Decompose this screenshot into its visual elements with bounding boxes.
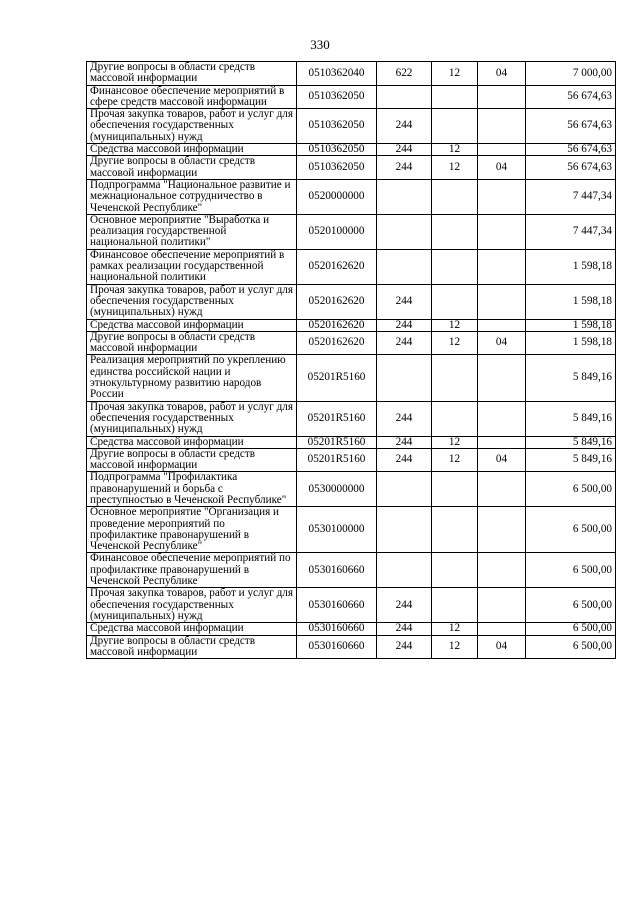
expense-type-cell: 244 bbox=[377, 331, 432, 355]
table-row bbox=[87, 448, 616, 472]
amount-cell: 56 674,63 bbox=[526, 85, 616, 109]
item-name-cell: Основное мероприятие "Организация и проведение мероприятий по профилактике правонарушений в Чеченской Республике" bbox=[87, 507, 297, 553]
section-cell: 12 bbox=[432, 623, 478, 635]
target-article-code-cell: 05201R5160 bbox=[297, 355, 377, 401]
table-row bbox=[87, 214, 616, 249]
expense-type-cell: 244 bbox=[377, 401, 432, 436]
amount-cell: 1 598,18 bbox=[526, 284, 616, 319]
budget-table-body bbox=[87, 62, 616, 659]
amount-cell: 1 598,18 bbox=[526, 249, 616, 284]
section-cell bbox=[432, 355, 478, 401]
table-row bbox=[87, 355, 616, 401]
target-article-code-cell: 05201R5160 bbox=[297, 448, 377, 472]
item-name-cell: Подпрограмма "Национальное развитие и межнациональное сотрудничество в Чеченской Республике" bbox=[87, 179, 297, 214]
subsection-cell bbox=[478, 85, 526, 109]
target-article-code-cell: 0520162620 bbox=[297, 284, 377, 319]
section-cell bbox=[432, 214, 478, 249]
subsection-cell bbox=[478, 472, 526, 507]
expense-type-cell: 244 bbox=[377, 144, 432, 156]
subsection-cell bbox=[478, 553, 526, 588]
item-name-cell: Финансовое обеспечение мероприятий в сфере средств массовой информации bbox=[87, 85, 297, 109]
section-cell: 12 bbox=[432, 156, 478, 180]
item-name-cell: Реализация мероприятий по укреплению единства российской нации и этнокультурному развитию народов России bbox=[87, 355, 297, 401]
expense-type-cell bbox=[377, 355, 432, 401]
item-name-cell: Другие вопросы в области средств массовой информации bbox=[87, 635, 297, 659]
target-article-code-cell: 0510362050 bbox=[297, 109, 377, 144]
section-cell: 12 bbox=[432, 62, 478, 86]
expense-type-cell: 244 bbox=[377, 623, 432, 635]
expense-type-cell bbox=[377, 179, 432, 214]
subsection-cell bbox=[478, 249, 526, 284]
section-cell: 12 bbox=[432, 331, 478, 355]
table-row bbox=[87, 401, 616, 436]
budget-table bbox=[86, 61, 616, 659]
target-article-code-cell: 0520000000 bbox=[297, 179, 377, 214]
amount-cell: 6 500,00 bbox=[526, 623, 616, 635]
subsection-cell bbox=[478, 436, 526, 448]
amount-cell: 7 000,00 bbox=[526, 62, 616, 86]
amount-cell: 56 674,63 bbox=[526, 156, 616, 180]
section-cell bbox=[432, 284, 478, 319]
subsection-cell: 04 bbox=[478, 448, 526, 472]
item-name-cell: Средства массовой информации bbox=[87, 436, 297, 448]
table-row bbox=[87, 553, 616, 588]
section-cell bbox=[432, 85, 478, 109]
table-row bbox=[87, 319, 616, 331]
amount-cell: 6 500,00 bbox=[526, 507, 616, 553]
item-name-cell: Прочая закупка товаров, работ и услуг для обеспечения государственных (муниципальных) нужд bbox=[87, 109, 297, 144]
subsection-cell bbox=[478, 284, 526, 319]
amount-cell: 6 500,00 bbox=[526, 472, 616, 507]
subsection-cell bbox=[478, 179, 526, 214]
table-row bbox=[87, 436, 616, 448]
target-article-code-cell: 0520162620 bbox=[297, 319, 377, 331]
section-cell: 12 bbox=[432, 319, 478, 331]
subsection-cell: 04 bbox=[478, 331, 526, 355]
expense-type-cell: 244 bbox=[377, 284, 432, 319]
amount-cell: 56 674,63 bbox=[526, 144, 616, 156]
subsection-cell bbox=[478, 623, 526, 635]
target-article-code-cell: 0520162620 bbox=[297, 331, 377, 355]
item-name-cell: Прочая закупка товаров, работ и услуг для обеспечения государственных (муниципальных) нужд bbox=[87, 401, 297, 436]
target-article-code-cell: 0530160660 bbox=[297, 553, 377, 588]
target-article-code-cell: 0530160660 bbox=[297, 588, 377, 623]
target-article-code-cell: 0530160660 bbox=[297, 623, 377, 635]
item-name-cell: Основное мероприятие "Выработка и реализация государственной национальной политики" bbox=[87, 214, 297, 249]
table-row bbox=[87, 623, 616, 635]
expense-type-cell: 244 bbox=[377, 588, 432, 623]
item-name-cell: Другие вопросы в области средств массовой информации bbox=[87, 62, 297, 86]
table-row bbox=[87, 472, 616, 507]
subsection-cell bbox=[478, 109, 526, 144]
subsection-cell: 04 bbox=[478, 62, 526, 86]
amount-cell: 6 500,00 bbox=[526, 635, 616, 659]
subsection-cell bbox=[478, 319, 526, 331]
table-row bbox=[87, 144, 616, 156]
target-article-code-cell: 0530000000 bbox=[297, 472, 377, 507]
amount-cell: 6 500,00 bbox=[526, 553, 616, 588]
target-article-code-cell: 0510362040 bbox=[297, 62, 377, 86]
subsection-cell: 04 bbox=[478, 156, 526, 180]
item-name-cell: Финансовое обеспечение мероприятий по профилактике правонарушений в Чеченской Республике bbox=[87, 553, 297, 588]
target-article-code-cell: 0510362050 bbox=[297, 85, 377, 109]
table-row bbox=[87, 507, 616, 553]
table-row bbox=[87, 635, 616, 659]
item-name-cell: Прочая закупка товаров, работ и услуг для обеспечения государственных (муниципальных) нужд bbox=[87, 284, 297, 319]
target-article-code-cell: 05201R5160 bbox=[297, 401, 377, 436]
amount-cell: 5 849,16 bbox=[526, 401, 616, 436]
item-name-cell: Подпрограмма "Профилактика правонарушений и борьба с преступностью в Чеченской Республике" bbox=[87, 472, 297, 507]
amount-cell: 7 447,34 bbox=[526, 214, 616, 249]
table-row bbox=[87, 85, 616, 109]
expense-type-cell: 244 bbox=[377, 109, 432, 144]
section-cell: 12 bbox=[432, 448, 478, 472]
target-article-code-cell: 0530100000 bbox=[297, 507, 377, 553]
item-name-cell: Средства массовой информации bbox=[87, 319, 297, 331]
amount-cell: 1 598,18 bbox=[526, 331, 616, 355]
section-cell: 12 bbox=[432, 436, 478, 448]
expense-type-cell: 244 bbox=[377, 436, 432, 448]
item-name-cell: Другие вопросы в области средств массовой информации bbox=[87, 448, 297, 472]
section-cell bbox=[432, 472, 478, 507]
expense-type-cell bbox=[377, 553, 432, 588]
target-article-code-cell: 05201R5160 bbox=[297, 436, 377, 448]
target-article-code-cell: 0520162620 bbox=[297, 249, 377, 284]
expense-type-cell: 244 bbox=[377, 156, 432, 180]
amount-cell: 5 849,16 bbox=[526, 355, 616, 401]
subsection-cell: 04 bbox=[478, 635, 526, 659]
table-row bbox=[87, 284, 616, 319]
table-row bbox=[87, 179, 616, 214]
expense-type-cell bbox=[377, 507, 432, 553]
expense-type-cell bbox=[377, 472, 432, 507]
item-name-cell: Средства массовой информации bbox=[87, 623, 297, 635]
item-name-cell: Финансовое обеспечение мероприятий в рамках реализации государственной национальной политики bbox=[87, 249, 297, 284]
table-row bbox=[87, 109, 616, 144]
subsection-cell bbox=[478, 144, 526, 156]
item-name-cell: Средства массовой информации bbox=[87, 144, 297, 156]
subsection-cell bbox=[478, 355, 526, 401]
section-cell bbox=[432, 401, 478, 436]
subsection-cell bbox=[478, 507, 526, 553]
section-cell bbox=[432, 179, 478, 214]
amount-cell: 5 849,16 bbox=[526, 436, 616, 448]
amount-cell: 56 674,63 bbox=[526, 109, 616, 144]
table-row bbox=[87, 331, 616, 355]
section-cell bbox=[432, 249, 478, 284]
target-article-code-cell: 0510362050 bbox=[297, 156, 377, 180]
subsection-cell bbox=[478, 401, 526, 436]
amount-cell: 7 447,34 bbox=[526, 179, 616, 214]
section-cell: 12 bbox=[432, 635, 478, 659]
amount-cell: 6 500,00 bbox=[526, 588, 616, 623]
item-name-cell: Другие вопросы в области средств массовой информации bbox=[87, 331, 297, 355]
expense-type-cell bbox=[377, 214, 432, 249]
item-name-cell: Другие вопросы в области средств массовой информации bbox=[87, 156, 297, 180]
section-cell bbox=[432, 553, 478, 588]
expense-type-cell bbox=[377, 85, 432, 109]
section-cell bbox=[432, 507, 478, 553]
section-cell bbox=[432, 588, 478, 623]
table-row bbox=[87, 62, 616, 86]
amount-cell: 5 849,16 bbox=[526, 448, 616, 472]
target-article-code-cell: 0510362050 bbox=[297, 144, 377, 156]
subsection-cell bbox=[478, 588, 526, 623]
expense-type-cell bbox=[377, 249, 432, 284]
table-row bbox=[87, 156, 616, 180]
subsection-cell bbox=[478, 214, 526, 249]
expense-type-cell: 244 bbox=[377, 635, 432, 659]
table-row bbox=[87, 249, 616, 284]
section-cell: 12 bbox=[432, 144, 478, 156]
target-article-code-cell: 0530160660 bbox=[297, 635, 377, 659]
target-article-code-cell: 0520100000 bbox=[297, 214, 377, 249]
expense-type-cell: 622 bbox=[377, 62, 432, 86]
item-name-cell: Прочая закупка товаров, работ и услуг для обеспечения государственных (муниципальных) нужд bbox=[87, 588, 297, 623]
section-cell bbox=[432, 109, 478, 144]
amount-cell: 1 598,18 bbox=[526, 319, 616, 331]
expense-type-cell: 244 bbox=[377, 319, 432, 331]
expense-type-cell: 244 bbox=[377, 448, 432, 472]
page-number: 330 bbox=[310, 37, 330, 52]
table-row bbox=[87, 588, 616, 623]
